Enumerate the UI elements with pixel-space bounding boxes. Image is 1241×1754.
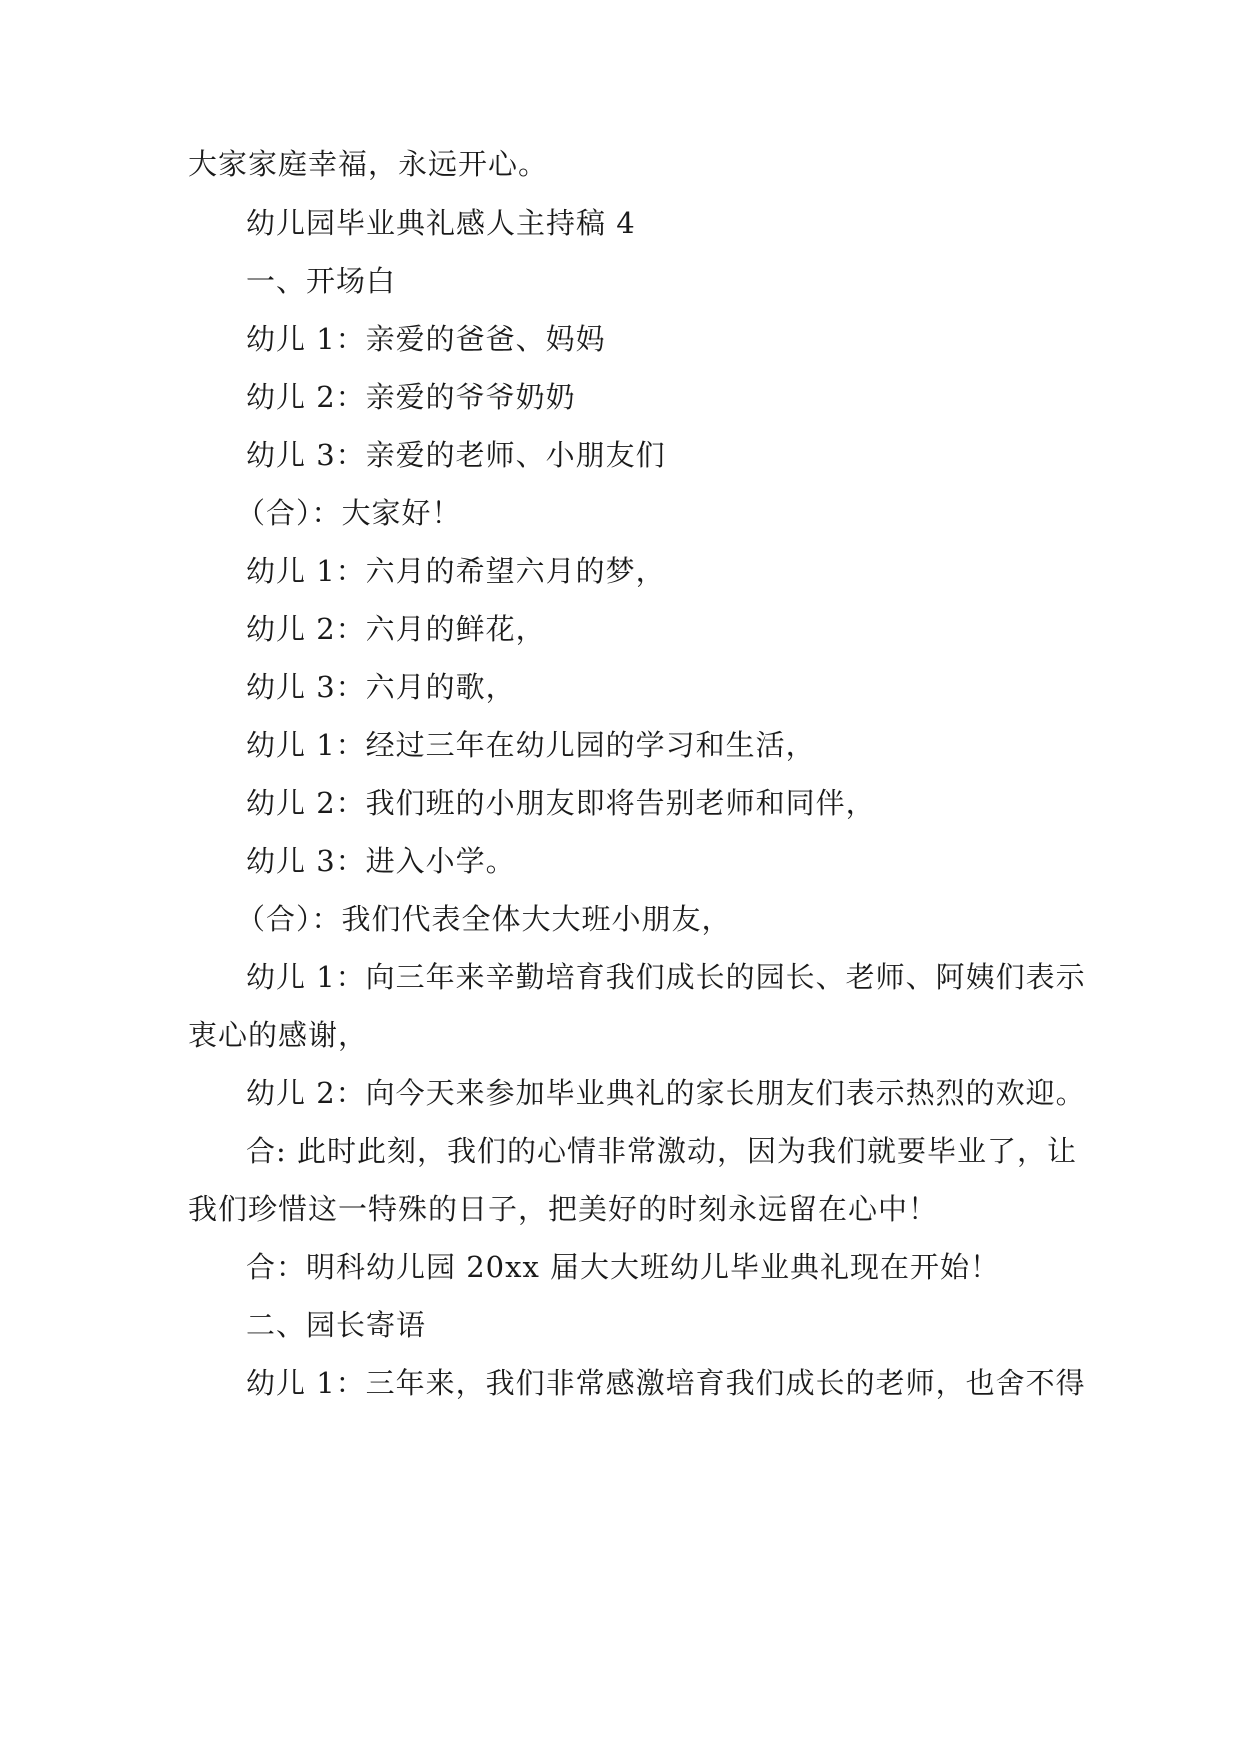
text-line: 幼儿 1：向三年来辛勤培育我们成长的园长、老师、阿姨们表示 <box>246 960 1086 994</box>
text-line: 幼儿 2：我们班的小朋友即将告别老师和同伴， <box>246 786 876 820</box>
text-line: 幼儿 3：亲爱的老师、小朋友们 <box>246 438 666 472</box>
text-line: （合）：大家好！ <box>236 496 462 530</box>
text-line: 合：明科幼儿园 20xx 届大大班幼儿毕业典礼现在开始！ <box>246 1250 1001 1284</box>
section-heading: 二、园长寄语 <box>246 1308 427 1342</box>
text-line: 幼儿 2：亲爱的爷爷奶奶 <box>246 380 576 414</box>
text-line: 幼儿 1：亲爱的爸爸、妈妈 <box>246 322 606 356</box>
text-line: 大家家庭幸福，永远开心。 <box>188 147 549 181</box>
text-line: 幼儿 1：六月的希望六月的梦， <box>246 554 666 588</box>
text-line: 幼儿 1：三年来，我们非常感激培育我们成长的老师，也舍不得 <box>246 1366 1086 1400</box>
text-line: （合）：我们代表全体大大班小朋友， <box>236 902 732 936</box>
section-heading: 一、开场白 <box>246 264 397 298</box>
text-line: 我们珍惜这一特殊的日子，把美好的时刻永远留在心中！ <box>188 1192 939 1226</box>
text-line: 幼儿 3：六月的歌， <box>246 670 516 704</box>
section-title: 幼儿园毕业典礼感人主持稿 4 <box>246 206 636 240</box>
text-line: 幼儿 2：向今天来参加毕业典礼的家长朋友们表示热烈的欢迎。 <box>246 1076 1086 1110</box>
text-line: 幼儿 1：经过三年在幼儿园的学习和生活， <box>246 728 816 762</box>
text-line: 合: 此时此刻，我们的心情非常激动，因为我们就要毕业了，让 <box>246 1134 1077 1168</box>
text-line: 幼儿 3：进入小学。 <box>246 844 516 878</box>
text-line: 幼儿 2：六月的鲜花， <box>246 612 546 646</box>
text-line: 衷心的感谢， <box>188 1018 369 1052</box>
